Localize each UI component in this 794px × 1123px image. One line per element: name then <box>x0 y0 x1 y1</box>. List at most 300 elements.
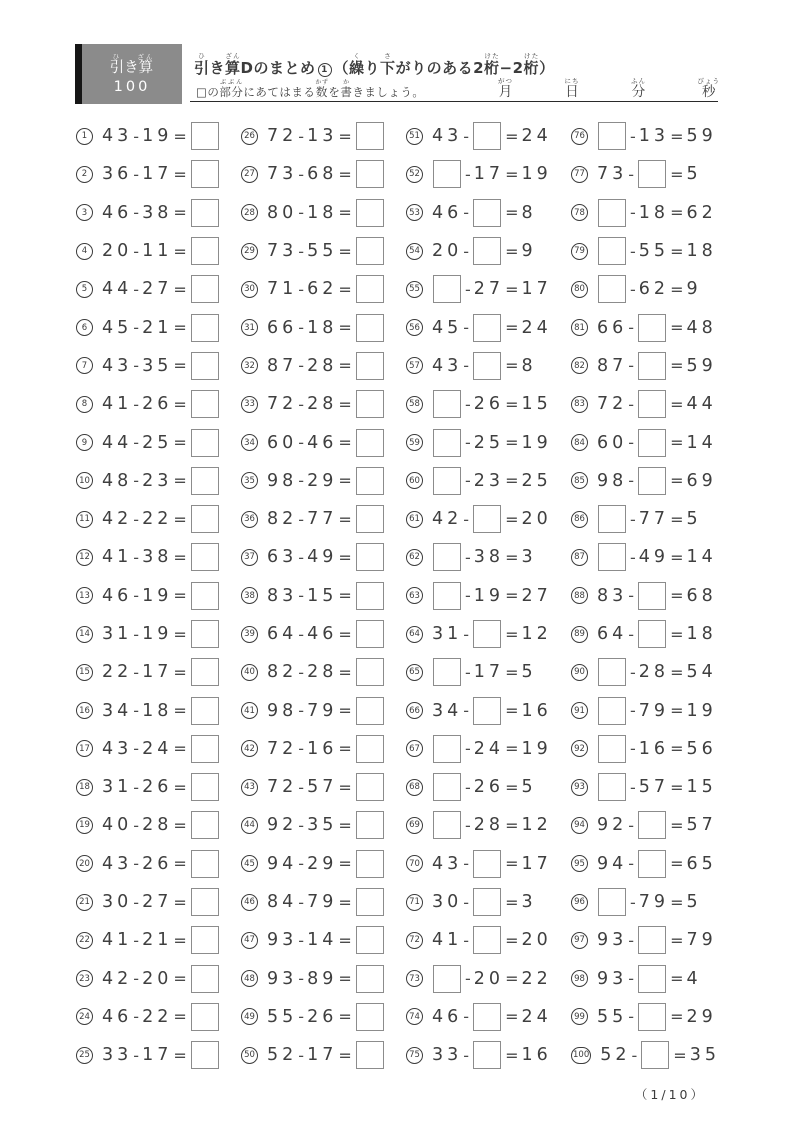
answer-box[interactable] <box>473 122 501 150</box>
page-number: （1/10） <box>634 1087 706 1102</box>
answer-box[interactable] <box>598 697 626 725</box>
answer-box[interactable] <box>191 543 219 571</box>
answer-box[interactable] <box>638 314 666 342</box>
answer-box[interactable] <box>433 735 461 763</box>
answer-box[interactable] <box>191 735 219 763</box>
answer-box[interactable] <box>638 390 666 418</box>
answer-box[interactable] <box>473 888 501 916</box>
answer-box[interactable] <box>356 543 384 571</box>
equals-sign: = <box>338 279 352 299</box>
minus-sign: - <box>133 547 140 567</box>
subtrahend: 28 <box>638 662 670 683</box>
answer-box[interactable] <box>356 1003 384 1031</box>
problem-number: 45 <box>241 855 258 872</box>
answer-box[interactable] <box>638 352 666 380</box>
minuend: 45 <box>102 317 133 338</box>
answer-box[interactable] <box>473 505 501 533</box>
subtrahend: 26 <box>142 777 173 798</box>
answer-box[interactable] <box>356 467 384 495</box>
problem-row <box>571 577 736 615</box>
answer-box[interactable] <box>641 1041 669 1069</box>
minuend: 83 <box>597 585 628 606</box>
problem-number: 10 <box>76 472 93 489</box>
minus-sign: - <box>133 662 140 682</box>
subtrahend: 19 <box>142 126 173 147</box>
equation <box>100 467 222 495</box>
problem-number: 99 <box>571 1008 588 1025</box>
equals-sign: = <box>505 969 519 989</box>
equals-sign: = <box>338 433 352 453</box>
title-text-pre: 引ひき算ざんDのまとめ <box>194 52 316 77</box>
equation <box>430 467 552 495</box>
answer-box[interactable] <box>191 1003 219 1031</box>
answer-box[interactable] <box>356 773 384 801</box>
answer-box[interactable] <box>598 199 626 227</box>
equals-sign: = <box>338 318 352 338</box>
minus-sign: - <box>631 1045 638 1065</box>
answer-box[interactable] <box>433 811 461 839</box>
problem-number: 8 <box>76 396 93 413</box>
answer-box[interactable] <box>433 582 461 610</box>
answer-box[interactable] <box>433 429 461 457</box>
subtrahend: 27 <box>142 279 173 300</box>
equals-sign: = <box>670 126 684 146</box>
answer-box[interactable] <box>191 237 219 265</box>
answer-box[interactable] <box>356 199 384 227</box>
problem-number: 5 <box>76 281 93 298</box>
answer-box[interactable] <box>598 888 626 916</box>
answer-box[interactable] <box>638 620 666 648</box>
equation <box>100 697 222 725</box>
minuend: 42 <box>102 968 133 989</box>
answer-box[interactable] <box>191 697 219 725</box>
answer-box[interactable] <box>191 773 219 801</box>
subtrahend: 23 <box>473 470 505 491</box>
answer-box[interactable] <box>473 850 501 878</box>
answer-box[interactable] <box>638 850 666 878</box>
minuend: 87 <box>597 355 628 376</box>
problem-number: 61 <box>406 511 423 528</box>
subtrahend: 17 <box>142 1045 173 1066</box>
minus-sign: - <box>628 356 635 376</box>
answer-box[interactable] <box>356 811 384 839</box>
answer-box[interactable] <box>473 697 501 725</box>
answer-box[interactable] <box>473 199 501 227</box>
answer-box[interactable] <box>598 543 626 571</box>
minuend: 98 <box>267 700 298 721</box>
minuend: 84 <box>267 892 298 913</box>
answer-box[interactable] <box>191 314 219 342</box>
answer-box[interactable] <box>433 390 461 418</box>
minus-sign: - <box>628 930 635 950</box>
minus-sign: - <box>630 662 636 682</box>
answer-box[interactable] <box>356 160 384 188</box>
problem-number: 18 <box>76 779 93 796</box>
equals-sign: = <box>173 394 187 414</box>
answer-box[interactable] <box>473 926 501 954</box>
problem-number: 6 <box>76 319 93 336</box>
minuend: 93 <box>597 930 628 951</box>
problem-number: 75 <box>406 1047 423 1064</box>
answer-box[interactable] <box>638 429 666 457</box>
answer-box[interactable] <box>598 275 626 303</box>
problem-row <box>76 806 241 844</box>
score-label: 100 <box>113 79 151 96</box>
equation <box>430 237 537 265</box>
problem-row <box>406 423 571 461</box>
answer-box[interactable] <box>356 850 384 878</box>
equals-sign: = <box>173 1045 187 1065</box>
equation <box>430 314 552 342</box>
minuend: 73 <box>267 241 298 262</box>
subtrahend: 62 <box>638 279 670 300</box>
problem-number: 33 <box>241 396 258 413</box>
equals-sign: = <box>670 1007 684 1027</box>
equation <box>430 735 552 763</box>
answer-box[interactable] <box>191 582 219 610</box>
answer-box[interactable] <box>356 314 384 342</box>
answer-box[interactable] <box>598 122 626 150</box>
minus-sign: - <box>463 318 470 338</box>
problem-number: 58 <box>406 396 423 413</box>
difference: 24 <box>521 126 552 147</box>
subtrahend: 14 <box>307 930 338 951</box>
equation <box>595 773 717 801</box>
answer-box[interactable] <box>191 122 219 150</box>
answer-box[interactable] <box>191 160 219 188</box>
problem-row <box>241 921 406 959</box>
equation <box>430 160 552 188</box>
answer-box[interactable] <box>356 888 384 916</box>
problem-number: 44 <box>241 817 258 834</box>
answer-box[interactable] <box>191 505 219 533</box>
answer-box[interactable] <box>598 237 626 265</box>
answer-box[interactable] <box>356 658 384 686</box>
equation <box>265 352 387 380</box>
equation <box>100 850 222 878</box>
problem-number: 30 <box>241 281 258 298</box>
minuend: 33 <box>102 1045 133 1066</box>
equals-sign: = <box>505 547 519 567</box>
answer-box[interactable] <box>191 467 219 495</box>
equation <box>100 543 222 571</box>
problem-number: 82 <box>571 357 588 374</box>
difference: 15 <box>686 777 717 798</box>
equals-sign: = <box>505 203 519 223</box>
minus-sign: - <box>463 509 470 529</box>
problem-row <box>406 385 571 423</box>
answer-box[interactable] <box>356 352 384 380</box>
minus-sign: - <box>465 586 471 606</box>
answer-box[interactable] <box>356 735 384 763</box>
equation <box>595 275 702 303</box>
problem-row <box>571 1036 736 1074</box>
subtrahend: 29 <box>307 470 338 491</box>
problem-row <box>76 845 241 883</box>
subtrahend: 26 <box>142 394 173 415</box>
subtrahend: 13 <box>307 126 338 147</box>
problem-number: 36 <box>241 511 258 528</box>
answer-box[interactable] <box>473 314 501 342</box>
answer-box[interactable] <box>433 543 461 571</box>
problem-number: 85 <box>571 472 588 489</box>
equals-sign: = <box>173 777 187 797</box>
answer-box[interactable] <box>598 735 626 763</box>
problem-row <box>406 883 571 921</box>
minuend: 66 <box>597 317 628 338</box>
answer-box[interactable] <box>638 1003 666 1031</box>
answer-box[interactable] <box>191 965 219 993</box>
answer-box[interactable] <box>638 467 666 495</box>
problem-row <box>76 423 241 461</box>
difference: 12 <box>521 815 552 836</box>
difference: 65 <box>686 853 717 874</box>
equation <box>595 429 717 457</box>
minus-sign: - <box>298 777 305 797</box>
answer-box[interactable] <box>191 390 219 418</box>
problem-row <box>241 615 406 653</box>
minuend: 60 <box>267 432 298 453</box>
answer-box[interactable] <box>191 811 219 839</box>
answer-box[interactable] <box>638 965 666 993</box>
answer-box[interactable] <box>356 582 384 610</box>
equals-sign: = <box>338 586 352 606</box>
minuend: 43 <box>102 738 133 759</box>
subtrahend: 27 <box>473 279 505 300</box>
answer-box[interactable] <box>433 467 461 495</box>
equals-sign: = <box>670 394 684 414</box>
equation <box>100 1041 222 1069</box>
answer-box[interactable] <box>191 429 219 457</box>
equation <box>430 697 552 725</box>
subtrahend: 55 <box>307 241 338 262</box>
equals-sign: = <box>338 892 352 912</box>
problem-row <box>406 462 571 500</box>
answer-box[interactable] <box>191 199 219 227</box>
problem-row <box>571 730 736 768</box>
minus-sign: - <box>463 930 470 950</box>
equation <box>595 620 717 648</box>
minus-sign: - <box>465 815 471 835</box>
minus-sign: - <box>630 892 636 912</box>
equation <box>265 429 387 457</box>
answer-box[interactable] <box>433 275 461 303</box>
answer-box[interactable] <box>356 620 384 648</box>
minuend: 52 <box>600 1045 631 1066</box>
answer-box[interactable] <box>473 620 501 648</box>
difference: 15 <box>521 394 552 415</box>
minus-sign: - <box>298 969 305 989</box>
answer-box[interactable] <box>191 1041 219 1069</box>
problem-row <box>571 691 736 729</box>
minuend: 72 <box>267 394 298 415</box>
answer-box[interactable] <box>598 658 626 686</box>
difference: 69 <box>686 470 717 491</box>
problem-row <box>571 462 736 500</box>
problem-row <box>76 960 241 998</box>
minuend: 30 <box>102 892 133 913</box>
subtrahend: 20 <box>473 968 505 989</box>
answer-box[interactable] <box>356 237 384 265</box>
difference: 5 <box>521 662 537 683</box>
equals-sign: = <box>338 854 352 874</box>
problem-number: 50 <box>241 1047 258 1064</box>
problem-number: 98 <box>571 970 588 987</box>
problem-row <box>571 960 736 998</box>
answer-box[interactable] <box>191 620 219 648</box>
answer-box[interactable] <box>191 658 219 686</box>
problem-row <box>571 921 736 959</box>
answer-box[interactable] <box>356 429 384 457</box>
minuend: 46 <box>102 585 133 606</box>
equals-sign: = <box>338 394 352 414</box>
equation <box>430 429 552 457</box>
minus-sign: - <box>630 509 636 529</box>
answer-box[interactable] <box>356 965 384 993</box>
answer-box[interactable] <box>356 1041 384 1069</box>
equation <box>595 811 717 839</box>
problem-number: 95 <box>571 855 588 872</box>
problem-row <box>571 883 736 921</box>
answer-box[interactable] <box>433 658 461 686</box>
problem-row <box>571 232 736 270</box>
answer-box[interactable] <box>191 850 219 878</box>
answer-box[interactable] <box>638 926 666 954</box>
answer-box[interactable] <box>473 1041 501 1069</box>
minus-sign: - <box>133 854 140 874</box>
equals-sign: = <box>173 164 187 184</box>
subtrahend: 26 <box>142 853 173 874</box>
equation <box>430 199 537 227</box>
problem-number: 12 <box>76 549 93 566</box>
minus-sign: - <box>630 739 636 759</box>
answer-box[interactable] <box>598 505 626 533</box>
equals-sign: = <box>670 203 684 223</box>
answer-box[interactable] <box>433 160 461 188</box>
problem-number: 40 <box>241 664 258 681</box>
problem-row <box>406 117 571 155</box>
minus-sign: - <box>298 624 305 644</box>
problem-number: 24 <box>76 1008 93 1025</box>
answer-box[interactable] <box>473 1003 501 1031</box>
answer-box[interactable] <box>356 275 384 303</box>
equation <box>100 1003 222 1031</box>
problem-number: 19 <box>76 817 93 834</box>
minus-sign: - <box>465 394 471 414</box>
minus-sign: - <box>133 701 140 721</box>
equals-sign: = <box>670 509 684 529</box>
equals-sign: = <box>670 815 684 835</box>
minus-sign: - <box>133 969 140 989</box>
answer-box[interactable] <box>638 811 666 839</box>
difference: 14 <box>686 547 717 568</box>
minus-sign: - <box>298 1045 305 1065</box>
equation <box>100 237 222 265</box>
minuend: 45 <box>432 317 463 338</box>
minus-sign: - <box>463 1007 470 1027</box>
problem-row <box>241 347 406 385</box>
equation <box>595 582 717 610</box>
answer-box[interactable] <box>356 697 384 725</box>
equation <box>595 505 702 533</box>
equals-sign: = <box>173 547 187 567</box>
answer-box[interactable] <box>356 926 384 954</box>
minus-sign: - <box>465 547 471 567</box>
equation <box>595 467 717 495</box>
answer-box[interactable] <box>433 965 461 993</box>
answer-box[interactable] <box>638 582 666 610</box>
minuend: 33 <box>432 1045 463 1066</box>
problem-number: 78 <box>571 204 588 221</box>
equals-sign: = <box>670 547 684 567</box>
equals-sign: = <box>670 777 684 797</box>
equation <box>430 505 552 533</box>
minus-sign: - <box>133 777 140 797</box>
answer-box[interactable] <box>191 926 219 954</box>
subtrahend: 46 <box>307 432 338 453</box>
answer-box[interactable] <box>191 352 219 380</box>
equals-sign: = <box>505 739 519 759</box>
answer-box[interactable] <box>356 390 384 418</box>
equals-sign: = <box>173 969 187 989</box>
minus-sign: - <box>298 279 305 299</box>
answer-box[interactable] <box>356 505 384 533</box>
problem-number: 88 <box>571 587 588 604</box>
answer-box[interactable] <box>191 888 219 916</box>
minuend: 72 <box>267 777 298 798</box>
equals-sign: = <box>670 892 684 912</box>
difference: 25 <box>521 470 552 491</box>
subtrahend: 21 <box>142 930 173 951</box>
answer-box[interactable] <box>638 160 666 188</box>
minus-sign: - <box>298 892 305 912</box>
problem-number: 70 <box>406 855 423 872</box>
answer-box[interactable] <box>433 773 461 801</box>
minuend: 46 <box>432 1006 463 1027</box>
difference: 9 <box>521 241 537 262</box>
difference: 5 <box>686 164 702 185</box>
equation <box>595 965 702 993</box>
difference: 20 <box>521 509 552 530</box>
problem-number: 76 <box>571 128 588 145</box>
subtrahend: 38 <box>142 547 173 568</box>
problem-row <box>241 691 406 729</box>
answer-box[interactable] <box>356 122 384 150</box>
equals-sign: = <box>173 930 187 950</box>
equals-sign: = <box>670 241 684 261</box>
subtrahend: 15 <box>307 585 338 606</box>
minuend: 82 <box>267 509 298 530</box>
difference: 5 <box>686 509 702 530</box>
answer-box[interactable] <box>473 352 501 380</box>
answer-box[interactable] <box>473 237 501 265</box>
problem-row <box>406 998 571 1036</box>
equation <box>265 1003 387 1031</box>
problem-number: 67 <box>406 740 423 757</box>
subtrahend: 35 <box>307 815 338 836</box>
problem-row <box>241 538 406 576</box>
problem-row <box>571 423 736 461</box>
answer-box[interactable] <box>598 773 626 801</box>
problem-number: 9 <box>76 434 93 451</box>
equals-sign: = <box>338 203 352 223</box>
minus-sign: - <box>298 164 305 184</box>
problem-row <box>241 194 406 232</box>
equation <box>100 926 222 954</box>
answer-box[interactable] <box>191 275 219 303</box>
subtrahend: 24 <box>473 738 505 759</box>
difference: 16 <box>521 1045 552 1066</box>
